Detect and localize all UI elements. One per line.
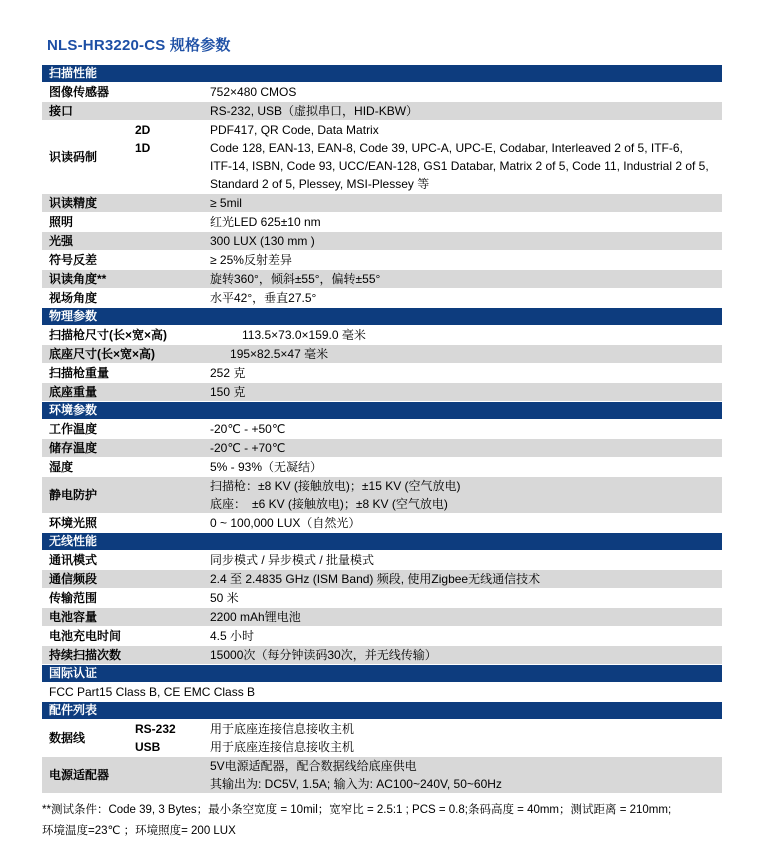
entry-value (210, 83, 722, 101)
spec-row (42, 646, 722, 665)
row-content (135, 757, 722, 793)
spec-row (42, 551, 722, 570)
entry-value (230, 345, 722, 363)
entry-value (210, 102, 722, 120)
row-entry (135, 458, 722, 476)
value-line: 2.4 至 2.4835 GHz (ISM Band) 频段, 使用Zigbee无线通信技术 (210, 572, 541, 586)
footnote-line-1: **测试条件：Code 39, 3 Bytes；最小条空宽度 = 10mil；宽窄比 = 2.5:1 ; PCS = 0.8;条码高度 = 40mm；测试距离 = 210mm; (42, 804, 672, 816)
spec-row (42, 83, 722, 102)
row-content (135, 364, 722, 382)
row-label: 湿度 (49, 460, 74, 474)
spec-row (42, 683, 722, 702)
row-label: 工作温度 (49, 422, 98, 436)
value-line: ≥ 25%反射差异 (210, 253, 292, 267)
entry-value (210, 232, 722, 250)
entry-value (210, 251, 722, 269)
row-entry (135, 551, 722, 569)
section-header-1: 物理参数 (42, 308, 722, 326)
row-label: 电池充电时间 (49, 629, 122, 643)
row-content (135, 570, 722, 588)
entry-sub-label: USB (135, 740, 161, 754)
row-label: 储存温度 (49, 441, 98, 455)
row-label: 通信频段 (49, 572, 98, 586)
entry-value (210, 551, 722, 569)
spec-row (42, 364, 722, 383)
row-content (135, 608, 722, 626)
value-line: 水平42°，垂直27.5° (210, 291, 317, 305)
entry-value (210, 608, 722, 626)
spec-row (42, 420, 722, 439)
row-label: 光强 (49, 234, 74, 248)
row-content (167, 326, 722, 344)
spec-row (42, 251, 722, 270)
row-content (135, 270, 722, 288)
entry-value (210, 570, 722, 588)
entry-value (210, 270, 722, 288)
value-line: 旋转360°，倾斜±55°，偏转±55° (210, 272, 381, 286)
section-header-2: 环境参数 (42, 402, 722, 420)
row-entry (135, 627, 722, 645)
row-entry (135, 589, 722, 607)
row-entry (135, 251, 722, 269)
value-line: 50 米 (210, 591, 239, 605)
row-entry (135, 738, 722, 756)
spec-row (42, 720, 722, 757)
row-entry (135, 514, 722, 532)
section-header-0: 扫描性能 (42, 65, 722, 83)
row-entry (135, 213, 722, 231)
row-label: 电池容量 (49, 610, 98, 624)
spec-row (42, 232, 722, 251)
spec-row (42, 608, 722, 627)
row-label: 传输范围 (49, 591, 98, 605)
entry-value (210, 738, 722, 756)
spec-row (42, 194, 722, 213)
row-label: 通讯模式 (49, 553, 98, 567)
row-label: 静电防护 (49, 488, 98, 502)
entry-value (210, 420, 722, 438)
spec-row (42, 439, 722, 458)
row-entry (155, 345, 722, 363)
row-entry (135, 646, 722, 664)
entry-value (210, 627, 722, 645)
row-entry (135, 121, 722, 139)
entry-sub-label: RS-232 (135, 722, 176, 736)
row-label: 数据线 (49, 731, 86, 745)
spec-row (42, 458, 722, 477)
row-entry (135, 364, 722, 382)
value-line: 底座： ±6 KV (接触放电)；±8 KV (空气放电) (210, 497, 448, 511)
row-label: 视场角度 (49, 291, 98, 305)
row-label: 扫描枪重量 (49, 366, 110, 380)
value-line: RS-232, USB（虚拟串口，HID-KBW） (210, 104, 419, 118)
row-content (135, 232, 722, 250)
section-header-5: 配件列表 (42, 702, 722, 720)
row-label: 接口 (49, 104, 74, 118)
row-content (135, 420, 722, 438)
row-entry (135, 383, 722, 401)
row-content (135, 458, 722, 476)
entry-value (210, 213, 722, 231)
value-line: 0 ~ 100,000 LUX（自然光） (210, 516, 361, 530)
spec-row (42, 326, 722, 345)
row-entry (135, 757, 722, 793)
row-content (135, 514, 722, 532)
row-content (135, 83, 722, 101)
row-content (135, 251, 722, 269)
section-header-4: 国际认证 (42, 665, 722, 683)
entry-value (210, 364, 722, 382)
row-entry (135, 83, 722, 101)
spec-table (42, 65, 722, 794)
value-line: 4.5 小时 (210, 629, 255, 643)
footnote-line-2: 环境温度=23℃ ；环境照度= 200 LUX (42, 825, 236, 837)
page-title: NLS-HR3220-CS 规格参数 (47, 37, 231, 54)
row-entry (135, 477, 722, 513)
row-entry (135, 232, 722, 250)
row-entry (135, 270, 722, 288)
row-label: 照明 (49, 215, 74, 229)
spec-row (42, 514, 722, 533)
spec-row (42, 589, 722, 608)
value-line: 5% - 93%（无凝结） (210, 460, 323, 474)
spec-row (42, 627, 722, 646)
spec-row (42, 345, 722, 364)
row-label: 识读码制 (49, 150, 98, 164)
value-line: Standard 2 of 5, Plessey, MSI-Plessey 等 (210, 177, 430, 191)
row-content (135, 627, 722, 645)
value-line: 用于底座连接信息接收主机 (210, 740, 355, 754)
value-line: 同步模式 / 异步模式 / 批量模式 (210, 553, 375, 567)
row-content (135, 213, 722, 231)
entry-value (242, 326, 722, 344)
row-label: 识读精度 (49, 196, 98, 210)
entry-value (210, 477, 722, 513)
row-content (135, 439, 722, 457)
value-line: 300 LUX (130 mm ) (210, 234, 315, 248)
value-line: PDF417, QR Code, Data Matrix (210, 123, 379, 137)
row-entry (135, 289, 722, 307)
value-line: 扫描枪：±8 KV (接触放电)；±15 KV (空气放电) (210, 479, 461, 493)
row-label: 底座重量 (49, 385, 98, 399)
value-line: 252 克 (210, 366, 246, 380)
row-label: 持续扫描次数 (49, 648, 122, 662)
entry-value (210, 720, 722, 738)
row-label: 识读角度** (49, 272, 107, 286)
entry-value (210, 439, 722, 457)
spec-row (42, 383, 722, 402)
row-entry (135, 720, 722, 738)
entry-value (210, 194, 722, 212)
spec-row (42, 570, 722, 589)
row-content (155, 345, 722, 363)
row-entry (135, 194, 722, 212)
value-line: 195×82.5×47 毫米 (230, 347, 329, 361)
entry-sub-label: 2D (135, 123, 151, 137)
row-label: 扫描枪尺寸(长×宽×高) (49, 328, 168, 342)
value-line: 752×480 CMOS (210, 85, 297, 99)
entry-value (210, 139, 722, 193)
row-content (135, 383, 722, 401)
row-entry (135, 570, 722, 588)
value-line: 150 克 (210, 385, 246, 399)
entry-value (210, 383, 722, 401)
row-entry (135, 102, 722, 120)
value-line: 2200 mAh锂电池 (210, 610, 301, 624)
row-content (135, 102, 722, 120)
value-line: 用于底座连接信息接收主机 (210, 722, 355, 736)
row-entry (167, 326, 722, 344)
value-line: Code 128, EAN-13, EAN-8, Code 39, UPC-A, UPC-E, Codabar, Interleaved 2 of 5, ITF-6, (210, 141, 683, 155)
value-line: -20℃ - +70℃ (210, 441, 286, 455)
spec-row (42, 213, 722, 232)
value-line: 113.5×73.0×159.0 毫米 (242, 328, 366, 342)
spec-row (42, 270, 722, 289)
entry-value (210, 289, 722, 307)
row-entry (135, 420, 722, 438)
row-content (135, 121, 722, 193)
entry-sub-label: 1D (135, 141, 151, 155)
spec-row (42, 102, 722, 121)
row-label: 电源适配器 (49, 768, 110, 782)
spec-row (42, 477, 722, 514)
row-entry (135, 439, 722, 457)
row-label: 环境光照 (49, 516, 98, 530)
row-content (135, 589, 722, 607)
value-line: -20℃ - +50℃ (210, 422, 286, 436)
value-line: ITF-14, ISBN, Code 93, UCC/EAN-128, GS1 Databar, Matrix 2 of 5, Code 11, Industrial 2 of 5, (210, 159, 709, 173)
value-line: 红光LED 625±10 nm (210, 215, 321, 229)
row-entry (135, 139, 722, 193)
row-content (135, 720, 722, 756)
value-line: 15000次（每分钟读码30次，并无线传输） (210, 648, 437, 662)
entry-value (210, 646, 722, 664)
value-line: 其输出为: DC5V, 1.5A; 输入为: AC100~240V, 50~60Hz (210, 777, 502, 791)
entry-value (210, 589, 722, 607)
entry-value (210, 514, 722, 532)
spec-row (42, 757, 722, 794)
spec-row (42, 289, 722, 308)
value-line: ≥ 5mil (210, 196, 242, 210)
row-label: 符号反差 (49, 253, 98, 267)
row-full-value: FCC Part15 Class B, CE EMC Class B (49, 685, 256, 699)
value-line: 5V电源适配器，配合数据线给底座供电 (210, 759, 417, 773)
row-content (135, 646, 722, 664)
row-label: 底座尺寸(长×宽×高) (49, 347, 156, 361)
row-label: 图像传感器 (49, 85, 110, 99)
row-content (135, 289, 722, 307)
entry-value (210, 121, 722, 139)
row-entry (135, 608, 722, 626)
entry-value (210, 757, 722, 793)
spec-row (42, 121, 722, 194)
row-content (135, 194, 722, 212)
footnote (42, 800, 722, 842)
row-content (135, 477, 722, 513)
row-content (135, 551, 722, 569)
entry-value (210, 458, 722, 476)
section-header-3: 无线性能 (42, 533, 722, 551)
